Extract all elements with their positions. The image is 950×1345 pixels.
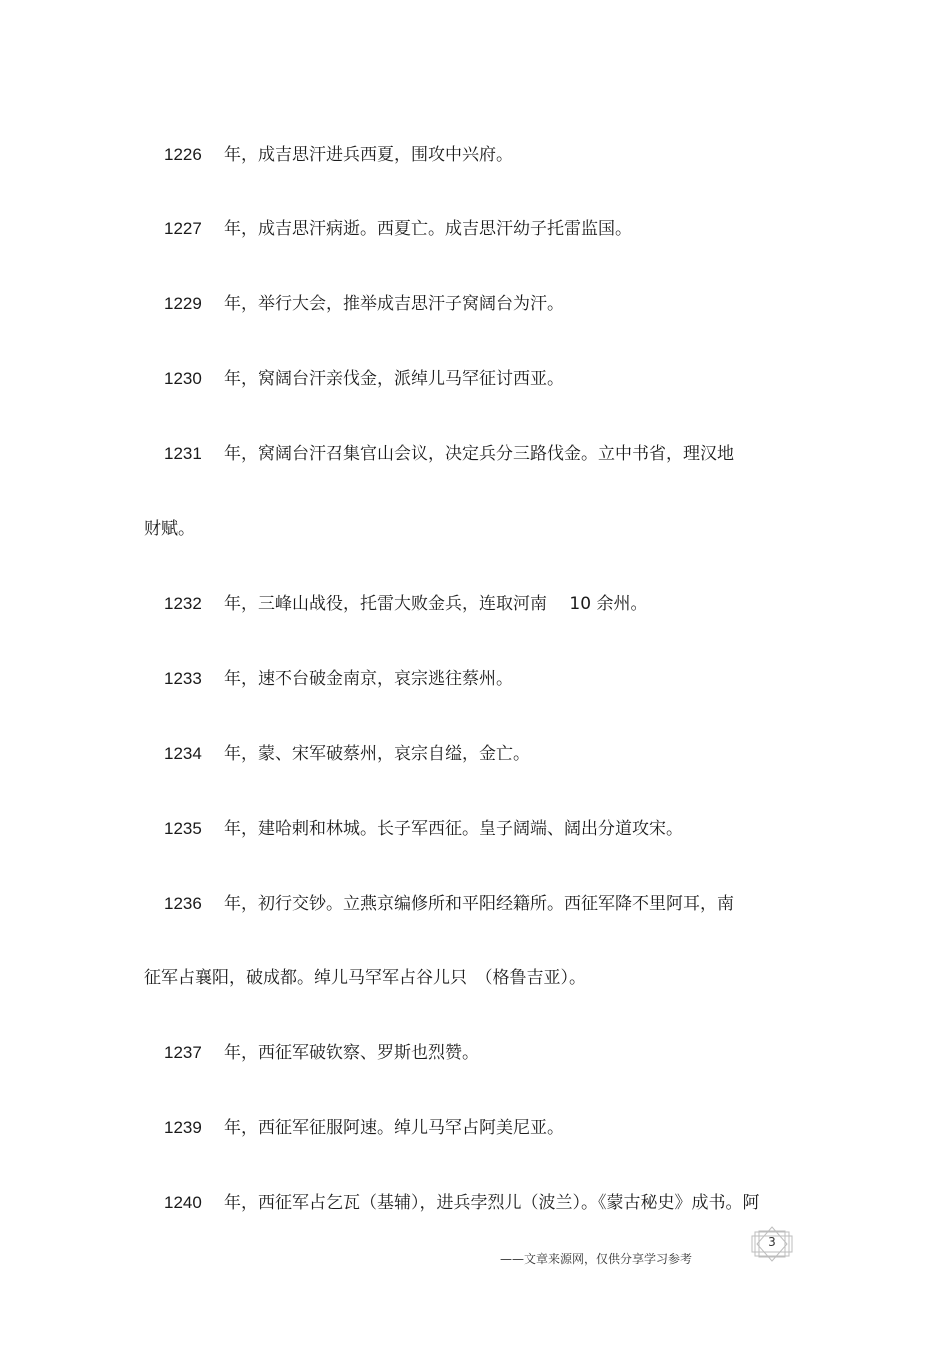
- entry-year: 1236: [164, 894, 202, 913]
- entry-text: 年，初行交钞。立燕京编修所和平阳经籍所。西征军降不里阿耳，南: [224, 894, 734, 914]
- footer-note: ——文章来源网，仅供分享学习参考: [500, 1252, 693, 1266]
- entry-text: 年，成吉思汗进兵西夏，围攻中兴府。: [224, 145, 513, 165]
- entry-text: 年，西征军破钦察、罗斯也烈赞。: [224, 1043, 479, 1063]
- page-number-badge: [747, 1226, 797, 1262]
- entry-year: 1239: [164, 1118, 202, 1137]
- entry-continuation-text: 征军占襄阳，破成都。绰儿马罕军占谷儿只 （格鲁吉亚）。: [144, 968, 586, 988]
- page-number: 3: [768, 1235, 776, 1249]
- entry-text: 年，速不台破金南京，哀宗逃往蔡州。: [224, 669, 513, 689]
- entry-text: 年，西征军占乞瓦（基辅），进兵孛烈儿（波兰）。《蒙古秘史》成书。阿: [224, 1193, 760, 1213]
- entry-year: 1240: [164, 1193, 202, 1212]
- entry-year: 1233: [164, 669, 202, 688]
- entry-year: 1227: [164, 219, 202, 238]
- entry-continuation-text: 财赋。: [144, 519, 195, 539]
- entry-text: 年，举行大会，推举成吉思汗子窝阔台为汗。: [224, 294, 564, 314]
- entry-text: 年，窝阔台汗亲伐金，派绰儿马罕征讨西亚。: [224, 369, 564, 389]
- entry-text: 年，成吉思汗病逝。西夏亡。成吉思汗幼子托雷监国。: [224, 219, 632, 239]
- entry-text: 年，蒙、宋军破蔡州，哀宗自缢，金亡。: [224, 744, 530, 764]
- entry-text: 年，西征军征服阿速。绰儿马罕占阿美尼亚。: [224, 1118, 564, 1138]
- entry-text: 年，窝阔台汗召集官山会议，决定兵分三路伐金。立中书省，理汉地: [224, 444, 734, 464]
- entry-year: 1235: [164, 819, 202, 838]
- entry-year: 1231: [164, 444, 202, 463]
- entry-text: 年，三峰山战役，托雷大败金兵，连取河南 10 余州。: [224, 594, 648, 614]
- entry-year: 1237: [164, 1043, 202, 1062]
- entry-year: 1226: [164, 145, 202, 164]
- entry-text: 年，建哈剌和林城。长子军西征。皇子阔端、阔出分道攻宋。: [224, 819, 683, 839]
- entry-year: 1232: [164, 594, 202, 613]
- entry-year: 1234: [164, 744, 202, 763]
- entry-year: 1230: [164, 369, 202, 388]
- entry-year: 1229: [164, 294, 202, 313]
